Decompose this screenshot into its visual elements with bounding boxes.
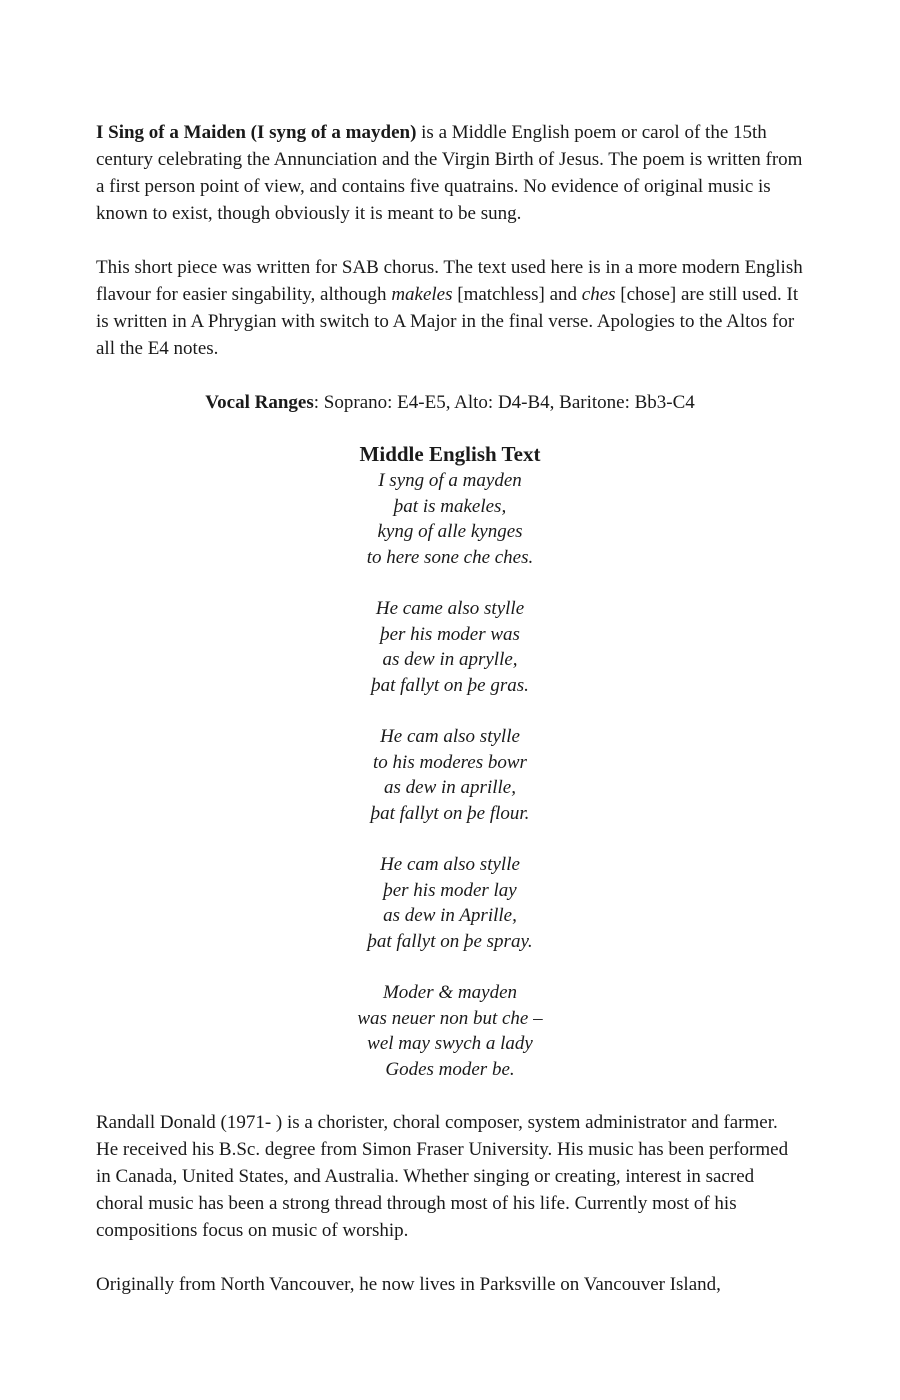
about-text-3: [chose] are still used. It is written in A Phrygian with switch to A Major in the final verse. Apologies to the Altos for all the E4 notes. <box>96 284 799 359</box>
poem-line: I syng of a mayden <box>378 470 522 491</box>
vocal-ranges-value: : Soprano: E4-E5, Alto: D4-B4, Baritone: Bb3-C4 <box>313 392 695 413</box>
about-text-2: [matchless] and <box>452 284 582 305</box>
poem-line: Godes moder be. <box>385 1058 515 1080</box>
vocal-ranges-label: Vocal Ranges <box>205 392 314 413</box>
intro-text: is a Middle English poem or carol of the 15th century celebrating the Annunciation and the Virgin Birth of Jesus. The poem is written from a first person point of view, and contains five quatrains. No evidence of original music is known to exist, though obviously it is meant to be sung. <box>96 122 803 224</box>
poem-line: to here sone che ches. <box>366 546 534 568</box>
about-paragraph <box>96 254 804 362</box>
vocal-ranges <box>96 389 804 416</box>
poem-stanza <box>96 724 804 826</box>
poem-line: þat fallyt on þe spray. <box>367 930 533 952</box>
poem-line: to his moderes bowr <box>373 751 527 773</box>
intro-title: I Sing of a Maiden (I syng of a mayden) <box>96 122 417 143</box>
bio-paragraph: Randall Donald (1971- ) is a chorister, choral composer, system administrator and farmer. He received his B.Sc. degree from Simon Fraser University. His music has been performed in Canada, United States, and Australia. Whether singing or creating, interest in sacred choral music has been a strong thread through most of his life. Currently most of his compositions focus on music of worship. <box>96 1112 789 1241</box>
intro-paragraph <box>96 119 804 227</box>
poem-title: Middle English Text <box>359 442 541 466</box>
poem-line: He came also stylle <box>375 598 525 619</box>
poem-line: þat is makeles, <box>393 495 507 517</box>
poem <box>96 441 804 1082</box>
poem-line: þat fallyt on þe flour. <box>370 802 530 824</box>
poem-line: þer his moder lay <box>383 879 517 901</box>
poem-line: þer his moder was <box>380 623 520 645</box>
poem-stanza <box>96 852 804 954</box>
poem-line: Moder & mayden <box>382 982 518 1003</box>
poem-line: as dew in aprille, <box>384 777 516 798</box>
poem-line: He cam also stylle <box>380 854 520 875</box>
poem-line: þat fallyt on þe gras. <box>371 674 529 696</box>
poem-line: He cam also stylle <box>380 726 520 747</box>
poem-line: as dew in Aprille, <box>383 905 517 926</box>
poem-line: was neuer non but che – <box>357 1007 543 1029</box>
poem-line: kyng of alle kynges <box>377 521 523 542</box>
poem-stanza <box>96 980 804 1082</box>
poem-line: wel may swych a lady <box>367 1033 533 1054</box>
poem-line: as dew in aprylle, <box>382 649 518 670</box>
bio-paragraph-2: Originally from North Vancouver, he now lives in Parksville on Vancouver Island, <box>96 1274 721 1295</box>
about-word-makeles: makeles <box>391 284 453 305</box>
about-word-ches: ches <box>581 284 616 305</box>
poem-stanza <box>96 596 804 698</box>
poem-stanza <box>96 468 804 570</box>
about-text-1: This short piece was written for SAB chorus. The text used here is in a more modern English flavour for easier singability, although <box>96 257 803 305</box>
